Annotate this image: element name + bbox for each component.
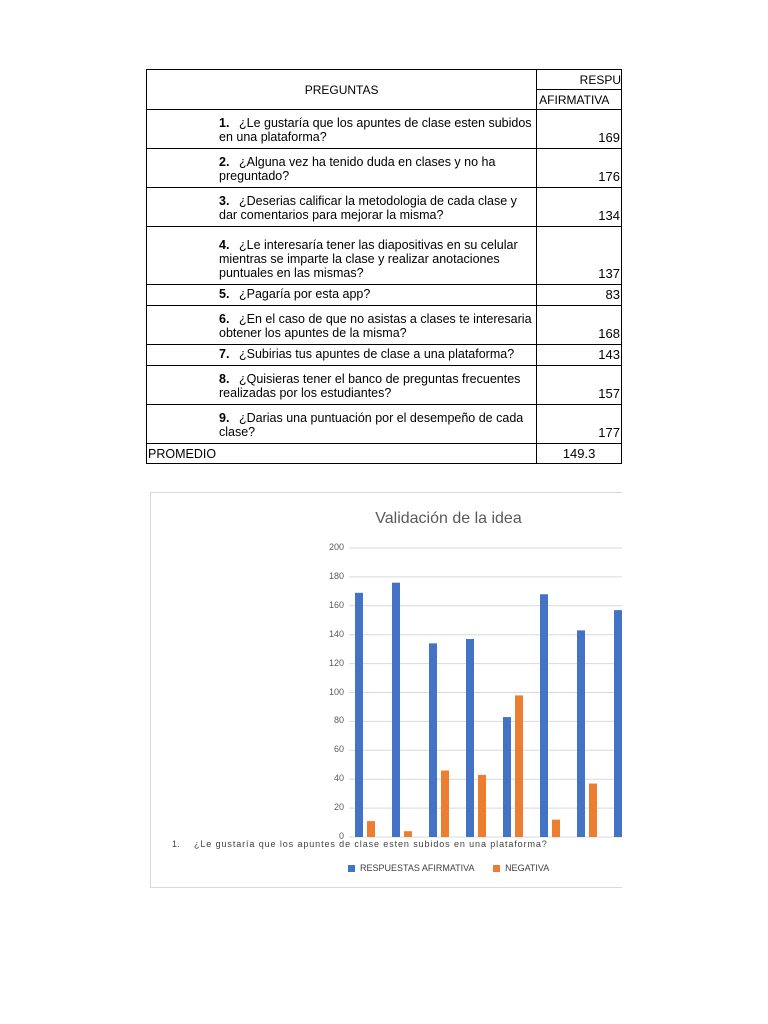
bar-negativa [478, 775, 486, 837]
y-tick-label: 60 [333, 744, 344, 755]
question-cell [147, 345, 537, 366]
promedio-value: 149.3 [537, 444, 622, 464]
y-tick-label: 180 [328, 570, 344, 581]
chart-legend [348, 863, 549, 873]
bar-negativa [515, 695, 523, 837]
table-row [147, 306, 622, 345]
answer-value: 157 [537, 366, 622, 405]
y-tick-label: 200 [328, 542, 344, 552]
table-row [147, 285, 622, 306]
bar-negativa [552, 820, 560, 837]
question-number: 9. [219, 411, 230, 425]
bar-negativa [589, 784, 597, 837]
question-number: 2. [219, 155, 230, 169]
question-text: ¿Pagaría por esta app? [239, 287, 371, 301]
question-number: 1. [219, 116, 230, 130]
table-row [147, 345, 622, 366]
question-text: ¿Le interesaría tener las diapositivas en su celular mientras se imparte la clase y realizar anotaciones puntuales en las mismas? [219, 238, 518, 280]
y-tick-label: 80 [333, 715, 344, 726]
y-tick-label: 40 [333, 773, 344, 784]
question-cell [147, 366, 537, 405]
bar-negativa [404, 831, 412, 837]
question-cell [147, 188, 537, 227]
answer-value: 134 [537, 188, 622, 227]
question-cell [147, 306, 537, 345]
question-cell [147, 149, 537, 188]
table-row [147, 227, 622, 285]
header-preguntas: PREGUNTAS [147, 70, 537, 110]
chart-title: Validación de la idea [375, 510, 522, 527]
question-cell [147, 110, 537, 149]
question-text: ¿Quisieras tener el banco de preguntas frecuentes realizadas por los estudiantes? [219, 372, 521, 400]
answer-value: 143 [537, 345, 622, 366]
legend-item-afirmativa [348, 863, 474, 873]
question-text: ¿Le gustaría que los apuntes de clase esten subidos en una plataforma? [219, 116, 532, 144]
y-tick-label: 20 [333, 802, 344, 813]
bar-afirmativa [392, 583, 400, 837]
x-label-number: 1. [172, 839, 180, 849]
x-axis-category-label [172, 839, 548, 849]
legend-label-negativa: NEGATIVA [505, 863, 550, 873]
question-number: 5. [219, 287, 230, 301]
answer-value: 137 [537, 227, 622, 285]
legend-swatch-orange [493, 865, 500, 872]
y-tick-label: 0 [338, 831, 344, 841]
y-tick-label: 120 [328, 657, 344, 668]
chart-area [150, 492, 622, 888]
question-text: ¿Subirias tus apuntes de clase a una plataforma? [239, 347, 515, 361]
answer-value: 83 [537, 285, 622, 306]
table-row [147, 149, 622, 188]
question-cell [147, 227, 537, 285]
header-afirmativa: AFIRMATIVA [537, 90, 622, 110]
bar-afirmativa [429, 643, 437, 837]
y-tick-label: 160 [328, 599, 344, 610]
question-text: ¿Deserias calificar la metodologia de cada clase y dar comentarios para mejorar la misma? [219, 194, 517, 222]
question-text: ¿Darias una puntuación por el desempeño de cada clase? [219, 411, 524, 439]
x-label-text: ¿Le gustaría que los apuntes de clase esten subidos en una plataforma? [194, 839, 548, 849]
promedio-label: PROMEDIO [147, 444, 537, 464]
table-row [147, 405, 622, 444]
legend-item-negativa [493, 863, 549, 873]
bar-afirmativa [540, 594, 548, 837]
answer-value: 168 [537, 306, 622, 345]
question-number: 6. [219, 312, 230, 326]
survey-table [146, 69, 622, 464]
bar-afirmativa [466, 639, 474, 837]
bar-afirmativa [614, 610, 622, 837]
legend-swatch-blue [348, 865, 355, 872]
table-row [147, 188, 622, 227]
table-footer-row [147, 444, 622, 464]
table-row [147, 110, 622, 149]
y-tick-label: 100 [328, 686, 344, 697]
answer-value: 169 [537, 110, 622, 149]
bar-negativa [367, 821, 375, 837]
answer-value: 176 [537, 149, 622, 188]
question-number: 4. [219, 238, 230, 252]
question-number: 8. [219, 372, 230, 386]
y-tick-label: 140 [328, 628, 344, 639]
bar-chart-plot [151, 493, 622, 887]
table-row [147, 366, 622, 405]
answer-value: 177 [537, 405, 622, 444]
question-number: 7. [219, 347, 230, 361]
question-cell [147, 285, 537, 306]
bar-afirmativa [355, 593, 363, 837]
question-cell [147, 405, 537, 444]
question-text: ¿En el caso de que no asistas a clases te interesaria obtener los apuntes de la misma? [219, 312, 532, 340]
bar-afirmativa [503, 717, 511, 837]
question-text: ¿Alguna vez ha tenido duda en clases y no ha preguntado? [219, 155, 496, 183]
header-respuestas: RESPU [537, 70, 622, 90]
bar-negativa [441, 771, 449, 837]
legend-label-afirmativa: RESPUESTAS AFIRMATIVA [360, 863, 475, 873]
question-number: 3. [219, 194, 230, 208]
bar-afirmativa [577, 630, 585, 837]
